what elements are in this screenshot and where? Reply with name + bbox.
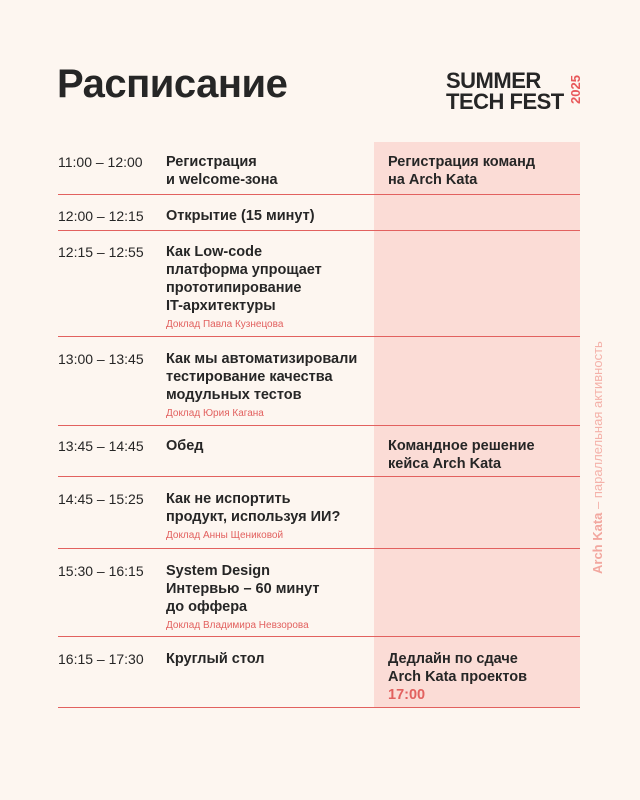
logo-line-2: TECH FEST [446,89,564,114]
session-title-line: модульных тестов [166,387,302,403]
side-note-rest: – параллельная активность [590,341,605,513]
row-time: 11:00 – 12:00 [58,154,143,170]
session-title-line: Круглый стол [166,651,265,667]
session-title-line: и welcome-зона [166,172,278,188]
schedule-row [58,437,580,477]
session-title [166,650,376,668]
schedule-row [58,650,580,708]
row-parallel [388,437,574,473]
session-title-line: Как Low-code [166,244,263,260]
side-note [589,274,607,574]
speaker: Доклад Павла Кузнецова [166,319,284,330]
parallel-line: Регистрация команд [388,154,536,170]
row-time: 12:00 – 12:15 [58,208,144,224]
schedule-row [58,562,580,637]
session-title [166,437,376,455]
session-title-line: Как не испортить [166,491,291,507]
logo-line-1: SUMMER [446,68,541,93]
schedule-row [58,490,580,549]
session-title-line: прототипирование [166,280,302,296]
session-title-line: продукт, используя ИИ? [166,509,341,525]
schedule-row [58,153,580,195]
speaker: Доклад Анны Щениковой [166,530,284,541]
row-session [166,437,376,455]
row-time: 15:30 – 16:15 [58,563,144,579]
session-title [166,243,376,315]
session-title [166,207,376,225]
summer-tech-fest-logo [446,70,586,116]
row-time: 12:15 – 12:55 [58,244,144,260]
parallel-line: кейса Arch Kata [388,456,502,472]
speaker: Доклад Владимира Невзорова [166,620,309,631]
parallel-line: Командное решение [388,438,535,454]
session-title-line: Открытие (15 минут) [166,208,315,224]
deadline-time: 17:00 [388,687,426,703]
schedule-row [58,207,580,231]
session-title-line: Как мы автоматизировали [166,351,358,367]
session-title-line: System Design [166,563,270,579]
row-session [166,207,376,225]
session-title-line: тестирование качества [166,369,333,385]
session-title-line: платформа упрощает [166,262,322,278]
row-session [166,153,376,189]
session-title-line: Интервью – 60 минут [166,581,320,597]
row-parallel [388,650,574,704]
schedule-row [58,350,580,426]
row-session [166,350,376,420]
side-note-strong: Arch Kata [590,512,605,574]
speaker: Доклад Юрия Кагана [166,408,264,419]
session-title-line: Обед [166,438,204,454]
row-session [166,650,376,668]
schedule-row [58,243,580,337]
session-title [166,562,376,616]
parallel-line: Дедлайн по сдаче [388,651,518,667]
session-title [166,350,376,404]
row-session [166,490,376,542]
row-session [166,243,376,331]
session-title-line: до оффера [166,599,248,615]
session-title [166,153,376,189]
session-title-line: Регистрация [166,154,257,170]
session-title [166,490,376,526]
page-title: Расписание [57,62,288,106]
session-title-line: IT-архитектуры [166,298,276,314]
row-time: 16:15 – 17:30 [58,651,144,667]
row-time: 13:00 – 13:45 [58,351,144,367]
logo-year: 2025 [568,75,583,105]
row-session [166,562,376,632]
parallel-line: Arch Kata проектов [388,669,527,685]
row-time: 14:45 – 15:25 [58,491,144,507]
row-parallel [388,153,574,189]
row-time: 13:45 – 14:45 [58,438,144,454]
parallel-line: на Arch Kata [388,172,478,188]
